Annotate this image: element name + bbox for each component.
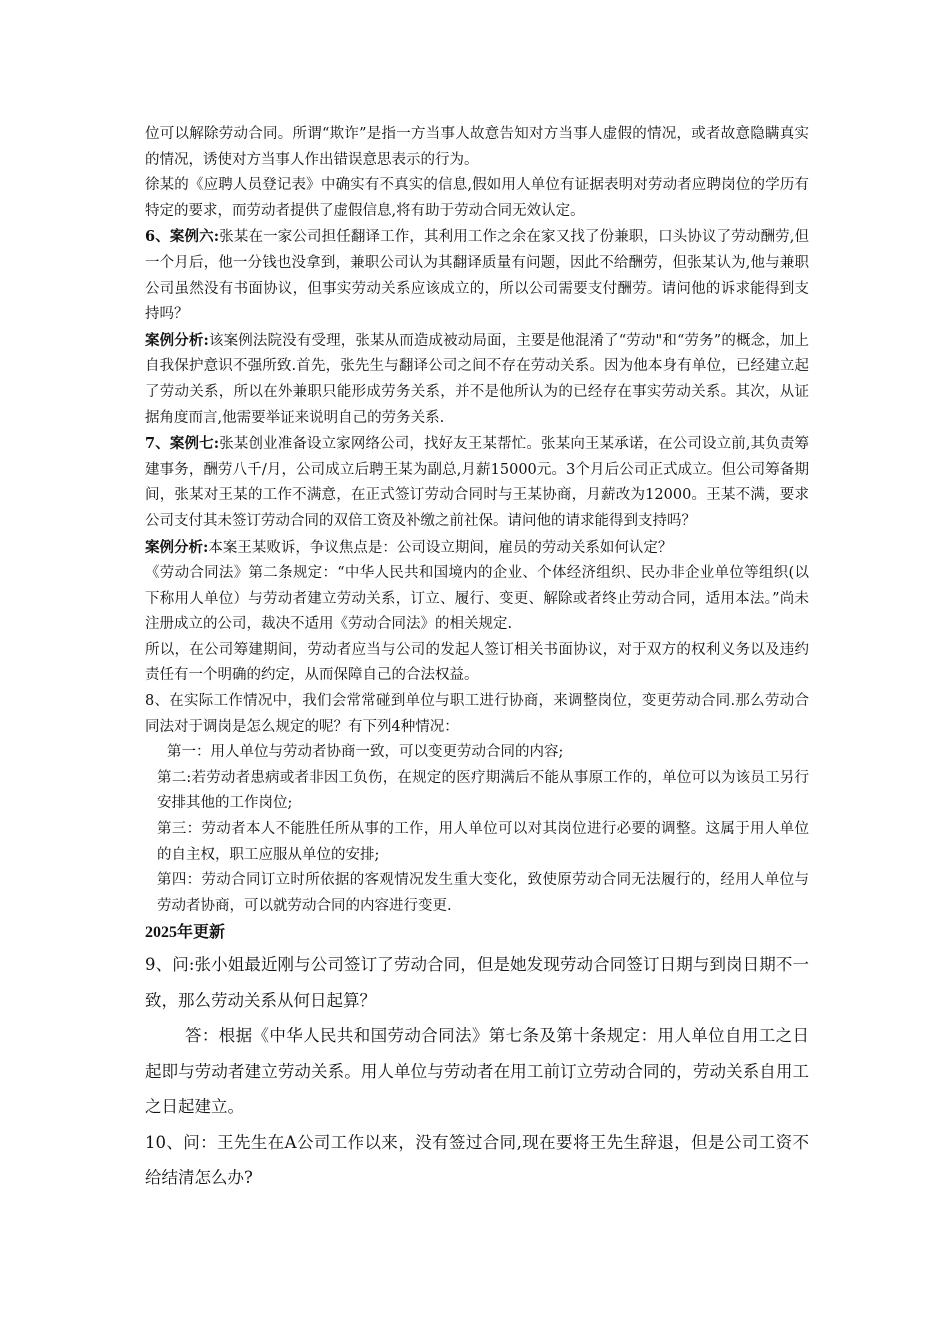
case7-law-quote: 《劳动合同法》第二条规定：“中华人民共和国境内的企业、个体经济组织、民办非企业单位等组织(以下称用人单位）与劳动者建立劳动关系，订立、履行、变更、解除或者终止劳动合同，适用本法。”尚未注册成立的公司，裁决不适用《劳动合同法》的相关规定. <box>145 565 809 633</box>
q10-question: 10、问：王先生在A公司工作以来，没有签过合同,现在要将王先生辞退，但是公司工资不给结清怎么办? <box>145 1132 809 1188</box>
case7-text: 张某创业准备设立家网络公司，找好友王某帮忙。张某向王某承诺，在公司设立前,其负责筹建事务，酬劳八千/月，公司成立后聘王某为副总,月薪15000元。3个月后公司正式成立。但公司筹备期间，张某对王某的工作不满意，在正式签订劳动合同时与王某协商，月薪改为12000。王某不满，要求公司支付其未签订劳动合同的双倍工资及补缴之前社保。请问他的请求能得到支持吗？ <box>145 436 809 529</box>
case6-paragraph <box>145 224 809 327</box>
item8-first: 第一：用人单位与劳动者协商一致，可以变更劳动合同的内容; <box>167 744 564 761</box>
item8-second: 第二:若劳动者患病或者非因工负伤，在规定的医疗期满后不能从事原工作的，单位可以为该员工另行安排其他的工作岗位; <box>157 769 809 812</box>
case6-analysis-text: 该案例法院没有受理，张某从而造成被动局面，主要是他混淆了“劳动"和“劳务”的概念，加上自我保护意识不强所致.首先，张先生与翻译公司之间不存在劳动关系。因为他本身有单位，已经建立起了劳动关系，所以在外兼职只能形成劳务关系，并不是他所认为的已经存在事实劳动关系。其次，从证据角度而言,他需要举证来说明自己的劳务关系. <box>145 332 809 426</box>
item8-fourth: 第四：劳动合同订立时所依据的客观情况发生重大变化，致使原劳动合同无法履行的，经用人单位与劳动者协商，可以就劳动合同的内容进行变更. <box>157 872 809 914</box>
case7-label: 7、案例七: <box>145 435 220 453</box>
item8-intro: 8、在实际工作情况中，我们会常常碰到单位与职工进行协商，来调整岗位，变更劳动合同.那么劳动合同法对于调岗是怎么规定的呢？有下列4种情况： <box>145 693 809 735</box>
paragraph-fraud-definition: 位可以解除劳动合同。所谓“欺诈”是指一方当事人故意告知对方当事人虚假的情况，或者故意隐瞒真实的情况，诱使对方当事人作出错误意思表示的行为。 <box>145 126 809 168</box>
document-page <box>145 122 809 1196</box>
case6-analysis <box>145 328 809 431</box>
case6-analysis-label: 案例分析: <box>145 331 209 349</box>
case7-analysis-label: 案例分析: <box>145 538 209 556</box>
case6-label: 6、案例六: <box>145 228 220 246</box>
case7-conclusion: 所以，在公司筹建期间，劳动者应当与公司的发起人签订相关书面协议，对于双方的权利义务以及违约责任有一个明确的约定，从而保障自己的合法权益。 <box>145 641 809 684</box>
case6-text: 张某在一家公司担任翻译工作，其利用工作之余在家又找了份兼职，口头协议了劳动酬劳,但一个月后，他一分钱也没拿到，兼职公司认为其翻译质量有问题，因此不给酬劳，但张某认为,他与兼职公司虽然没有书面协议，但事实劳动关系应该成立的，所以公司需要支付酬劳。请问他的诉求能得到支持吗？ <box>145 229 809 323</box>
q9-question: 9、问:张小姐最近刚与公司签订了劳动合同，但是她发现劳动合同签订日期与到岗日期不一致，那么劳动关系从何日起算？ <box>145 955 809 1010</box>
paragraph-xu-case: 徐某的《应聘人员登记表》中确实有不真实的信息,假如用人单位有证据表明对劳动者应聘岗位的学历有特定的要求，而劳动者提供了虚假信息,将有助于劳动合同无效认定。 <box>145 177 809 219</box>
case7-analysis <box>145 535 809 562</box>
item8-third: 第三：劳动者本人不能胜任所从事的工作，用人单位可以对其岗位进行必要的调整。这属于用人单位的自主权，职工应服从单位的安排; <box>157 821 809 863</box>
case7-analysis-text: 本案王某败诉，争议焦点是：公司设立期间，雇员的劳动关系如何认定？ <box>208 539 673 556</box>
case7-paragraph <box>145 431 809 534</box>
q9-answer: 答：根据《中华人民共和国劳动合同法》第七条及第十条规定：用人单位自用工之日起即与劳动者建立劳动关系。用人单位与劳动者在用工前订立劳动合同的，劳动关系自用工之日起建立。 <box>145 1026 809 1117</box>
update-heading: 2025年更新 <box>145 924 226 942</box>
